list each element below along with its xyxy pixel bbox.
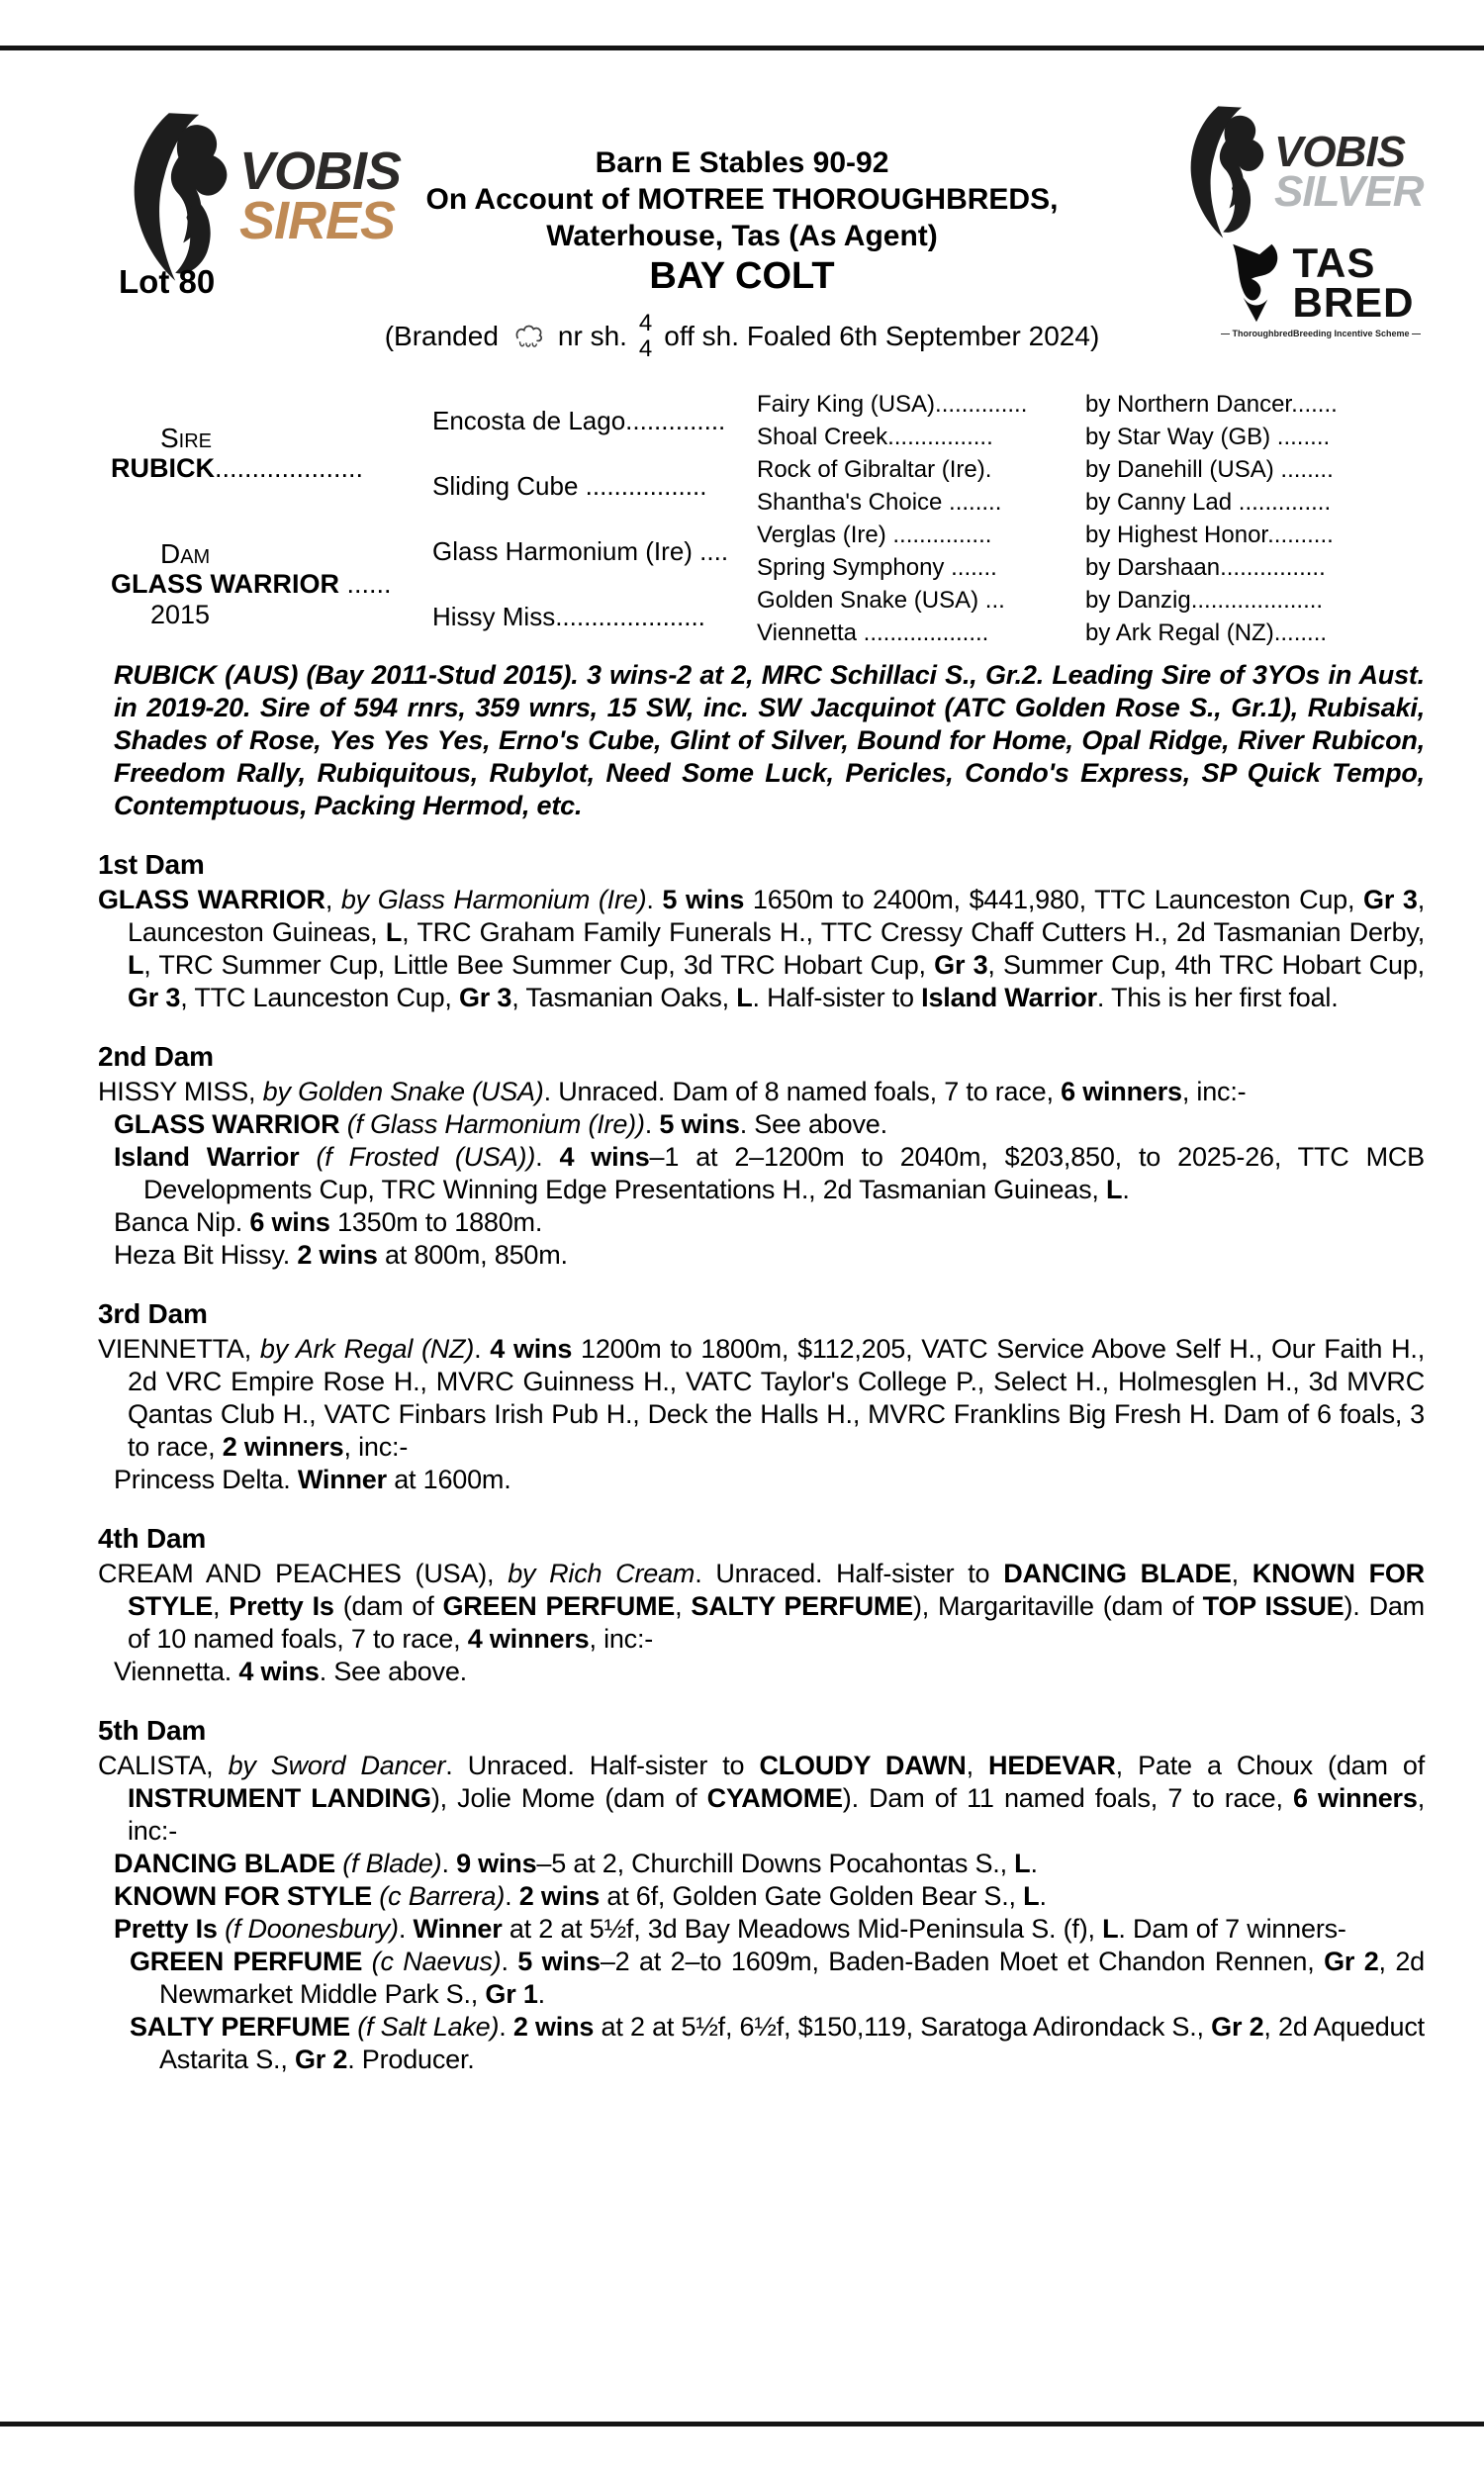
progeny-paragraph: SALTY PERFUME (f Salt Lake). 2 wins at 2 at 5½f, 6½f, $150,119, Saratoga Adirondack S., Gr 2, 2d Aqueduct Astarita S., Gr 2. Producer.	[130, 2012, 1425, 2074]
section-heading-4th-dam: 4th Dam	[98, 1523, 207, 1554]
dam-name: GLASS WARRIOR ......	[111, 568, 392, 599]
page-title: BAY COLT	[649, 255, 835, 297]
pedigree-cell-gen4: by Danehill (USA) ........	[1085, 455, 1334, 483]
pedigree-cell-gen4: by Highest Honor..........	[1085, 521, 1334, 548]
vobis-word: VOBIS	[239, 142, 402, 202]
pedigree-cell-gen2: Hissy Miss.....................	[432, 601, 705, 631]
account-line: On Account of MOTREE THOROUGHBREDS,	[425, 183, 1059, 216]
pedigree-cell-gen4: by Darshaan................	[1085, 553, 1326, 581]
dam-paragraph: CALISTA, by Sword Dancer. Unraced. Half-sister to CLOUDY DAWN, HEDEVAR, Pate a Choux (dam of INSTRUMENT LANDING), Jolie Mome (dam of CYAMOME). Dam of 11 named foals, 7 to race, 6 winners, inc:-	[98, 1751, 1425, 1846]
brand-mark-icon	[510, 323, 546, 350]
location-line: Waterhouse, Tas (As Agent)	[546, 220, 938, 252]
progeny-paragraph: Banca Nip. 6 wins 1350m to 1880m.	[114, 1207, 543, 1237]
dam-paragraph: GLASS WARRIOR, by Glass Harmonium (Ire). 5 wins 1650m to 2400m, $441,980, TTC Launceston Cup, Gr 3, Launceston Guineas, L, TRC Graham Family Funerals H., TTC Cressy Chaff Cutters H., 2d Tasmanian Derby, L, TRC Summer Cup, Little Bee Summer Cup, 3d TRC Hobart Cup, Gr 3, Summer Cup, 4th TRC Hobart Cup, Gr 3, TTC Launceston Cup, Gr 3, Tasmanian Oaks, L. Half-sister to Island Warrior. This is her first foal.	[98, 885, 1425, 1012]
sire-summary: RUBICK (AUS) (Bay 2011-Stud 2015). 3 wins-2 at 2, MRC Schillaci S., Gr.2. Leading Sire of 3YOs in Aust. in 2019-20. Sire of 594 rnrs, 359 wnrs, 15 SW, inc. SW Jacquinot (ATC Golden Rose S., Gr.1), Rubisaki, Shades of Rose, Yes Yes Yes, Erno's Cube, Glint of Silver, Bound for Home, Opal Ridge, River Rubicon, Freedom Rally, Rubiquitous, Rubylot, Need Some Luck, Pericles, Condo's Express, SP Quick Tempo, Contemptuous, Packing Hermod, etc.	[114, 660, 1425, 820]
pedigree-cell-gen3: Rock of Gibraltar (Ire).	[757, 455, 992, 483]
pedigree-cell-gen4: by Canny Lad ..............	[1085, 488, 1332, 516]
top-rule	[0, 46, 1484, 50]
dam-paragraph: CREAM AND PEACHES (USA), by Rich Cream. Unraced. Half-sister to DANCING BLADE, KNOWN FOR STYLE, Pretty Is (dam of GREEN PERFUME, SALTY PERFUME), Margaritaville (dam of TOP ISSUE). Dam of 10 named foals, 7 to race, 4 winners, inc:-	[98, 1559, 1425, 1654]
pedigree-cell-gen3: Shantha's Choice ........	[757, 488, 1002, 516]
progeny-paragraph: Heza Bit Hissy. 2 wins at 800m, 850m.	[114, 1240, 568, 1270]
bottom-rule	[0, 2422, 1484, 2426]
dam-section-3	[98, 1297, 1425, 1496]
barn-line: Barn E Stables 90-92	[595, 146, 889, 179]
dam-section-2	[98, 1040, 1425, 1272]
tas-bred-tagline: — ThoroughbredBreeding Incentive Scheme —	[1220, 329, 1422, 338]
section-heading-1st-dam: 1st Dam	[98, 849, 205, 880]
pedigree-cell-gen3: Fairy King (USA)..............	[757, 390, 1028, 418]
lot-number: Lot 80	[119, 263, 216, 300]
section-heading-3rd-dam: 3rd Dam	[98, 1298, 208, 1329]
dam-year: 2015	[150, 599, 211, 629]
horse-jockey-icon	[1183, 103, 1270, 241]
sire-cell	[111, 388, 432, 519]
dam-section-1	[98, 848, 1425, 1014]
bred-word: BRED	[1292, 279, 1415, 326]
catalogue-body	[98, 659, 1425, 2076]
tas-word: TAS	[1292, 239, 1376, 287]
section-heading-5th-dam: 5th Dam	[98, 1715, 207, 1746]
pedigree-cell-gen2: Sliding Cube .................	[432, 470, 707, 501]
vobis-word: VOBIS	[1274, 127, 1405, 176]
brand-suffix: off sh. Foaled 6th September 2024)	[664, 321, 1100, 351]
sire-name: RUBICK....................	[111, 453, 364, 483]
sire-label: Sire	[160, 423, 213, 453]
pedigree-cell-gen4: by Star Way (GB) ........	[1085, 423, 1331, 450]
progeny-paragraph: GLASS WARRIOR (f Glass Harmonium (Ire)). 5 wins. See above.	[114, 1109, 887, 1139]
brand-number-top: 4	[638, 310, 653, 336]
sires-word: SIRES	[239, 191, 396, 250]
progeny-paragraph: DANCING BLADE (f Blade). 9 wins–5 at 2, Churchill Downs Pocahontas S., L.	[114, 1849, 1038, 1878]
progeny-paragraph: Pretty Is (f Doonesbury). Winner at 2 at 5½f, 3d Bay Meadows Mid-Peninsula S. (f), L. Dam of 7 winners-	[114, 1914, 1346, 1944]
pedigree-cell-gen3: Shoal Creek................	[757, 423, 993, 450]
section-heading-2nd-dam: 2nd Dam	[98, 1041, 214, 1072]
progeny-paragraph: Viennetta. 4 wins. See above.	[114, 1657, 467, 1686]
pedigree-cell-gen2: Glass Harmonium (Ire) ....	[432, 535, 729, 566]
vobis-silver-wordmark	[1274, 127, 1424, 216]
pedigree-cell-gen4: by Danzig....................	[1085, 586, 1324, 614]
pedigree-cell-gen4: by Northern Dancer.......	[1085, 390, 1338, 418]
progeny-paragraph: KNOWN FOR STYLE (c Barrera). 2 wins at 6f, Golden Gate Golden Bear S., L.	[114, 1881, 1047, 1911]
dam-paragraph: HISSY MISS, by Golden Snake (USA). Unraced. Dam of 8 named foals, 7 to race, 6 winners, inc:-	[98, 1077, 1247, 1106]
progeny-paragraph: GREEN PERFUME (c Naevus). 5 wins–2 at 2–to 1609m, Baden-Baden Moet et Chandon Rennen, Gr 2, 2d Newmarket Middle Park S., Gr 1.	[130, 1947, 1425, 2009]
pedigree-cell-gen3: Viennetta ...................	[757, 618, 989, 646]
progeny-paragraph: Island Warrior (f Frosted (USA)). 4 wins–1 at 2–1200m to 2040m, $203,850, to 2025-26, TTC MCB Developments Cup, TRC Winning Edge Presentations H., 2d Tasmanian Guineas, L.	[114, 1142, 1425, 1204]
progeny-paragraph: Princess Delta. Winner at 1600m.	[114, 1465, 511, 1494]
dam-paragraph: VIENNETTA, by Ark Regal (NZ). 4 wins 1200m to 1800m, $112,205, VATC Service Above Self H., Our Faith H., 2d VRC Empire Rose H., MVRC Guinness H., VATC Taylor's College P., Select H., Holmesglen H., 3d MVRC Qantas Club H., VATC Finbars Irish Pub H., Deck the Halls H., MVRC Franklins Big Fresh H. Dam of 6 foals, 3 to race, 2 winners, inc:-	[98, 1334, 1425, 1462]
brand-near-shoulder: nr sh.	[557, 321, 627, 351]
vobis-silver-logo	[1183, 103, 1424, 241]
dam-label: Dam	[160, 537, 211, 569]
pedigree-cell-gen3: Verglas (Ire) ...............	[757, 521, 992, 548]
pedigree-cell-gen3: Golden Snake (USA) ...	[757, 586, 1005, 614]
brand-prefix: (Branded	[384, 321, 499, 351]
dam-cell	[111, 519, 432, 649]
dam-section-5	[98, 1714, 1425, 2076]
brand-line	[0, 311, 1484, 362]
pedigree-cell-gen2: Encosta de Lago..............	[432, 405, 726, 435]
silver-word: SILVER	[1274, 167, 1424, 216]
dam-section-4	[98, 1522, 1425, 1688]
pedigree-table	[111, 388, 1429, 649]
brand-number	[639, 311, 652, 362]
brand-number-bottom: 4	[638, 335, 653, 362]
pedigree-cell-gen3: Spring Symphony .......	[757, 553, 997, 581]
pedigree-cell-gen4: by Ark Regal (NZ)........	[1085, 618, 1328, 646]
